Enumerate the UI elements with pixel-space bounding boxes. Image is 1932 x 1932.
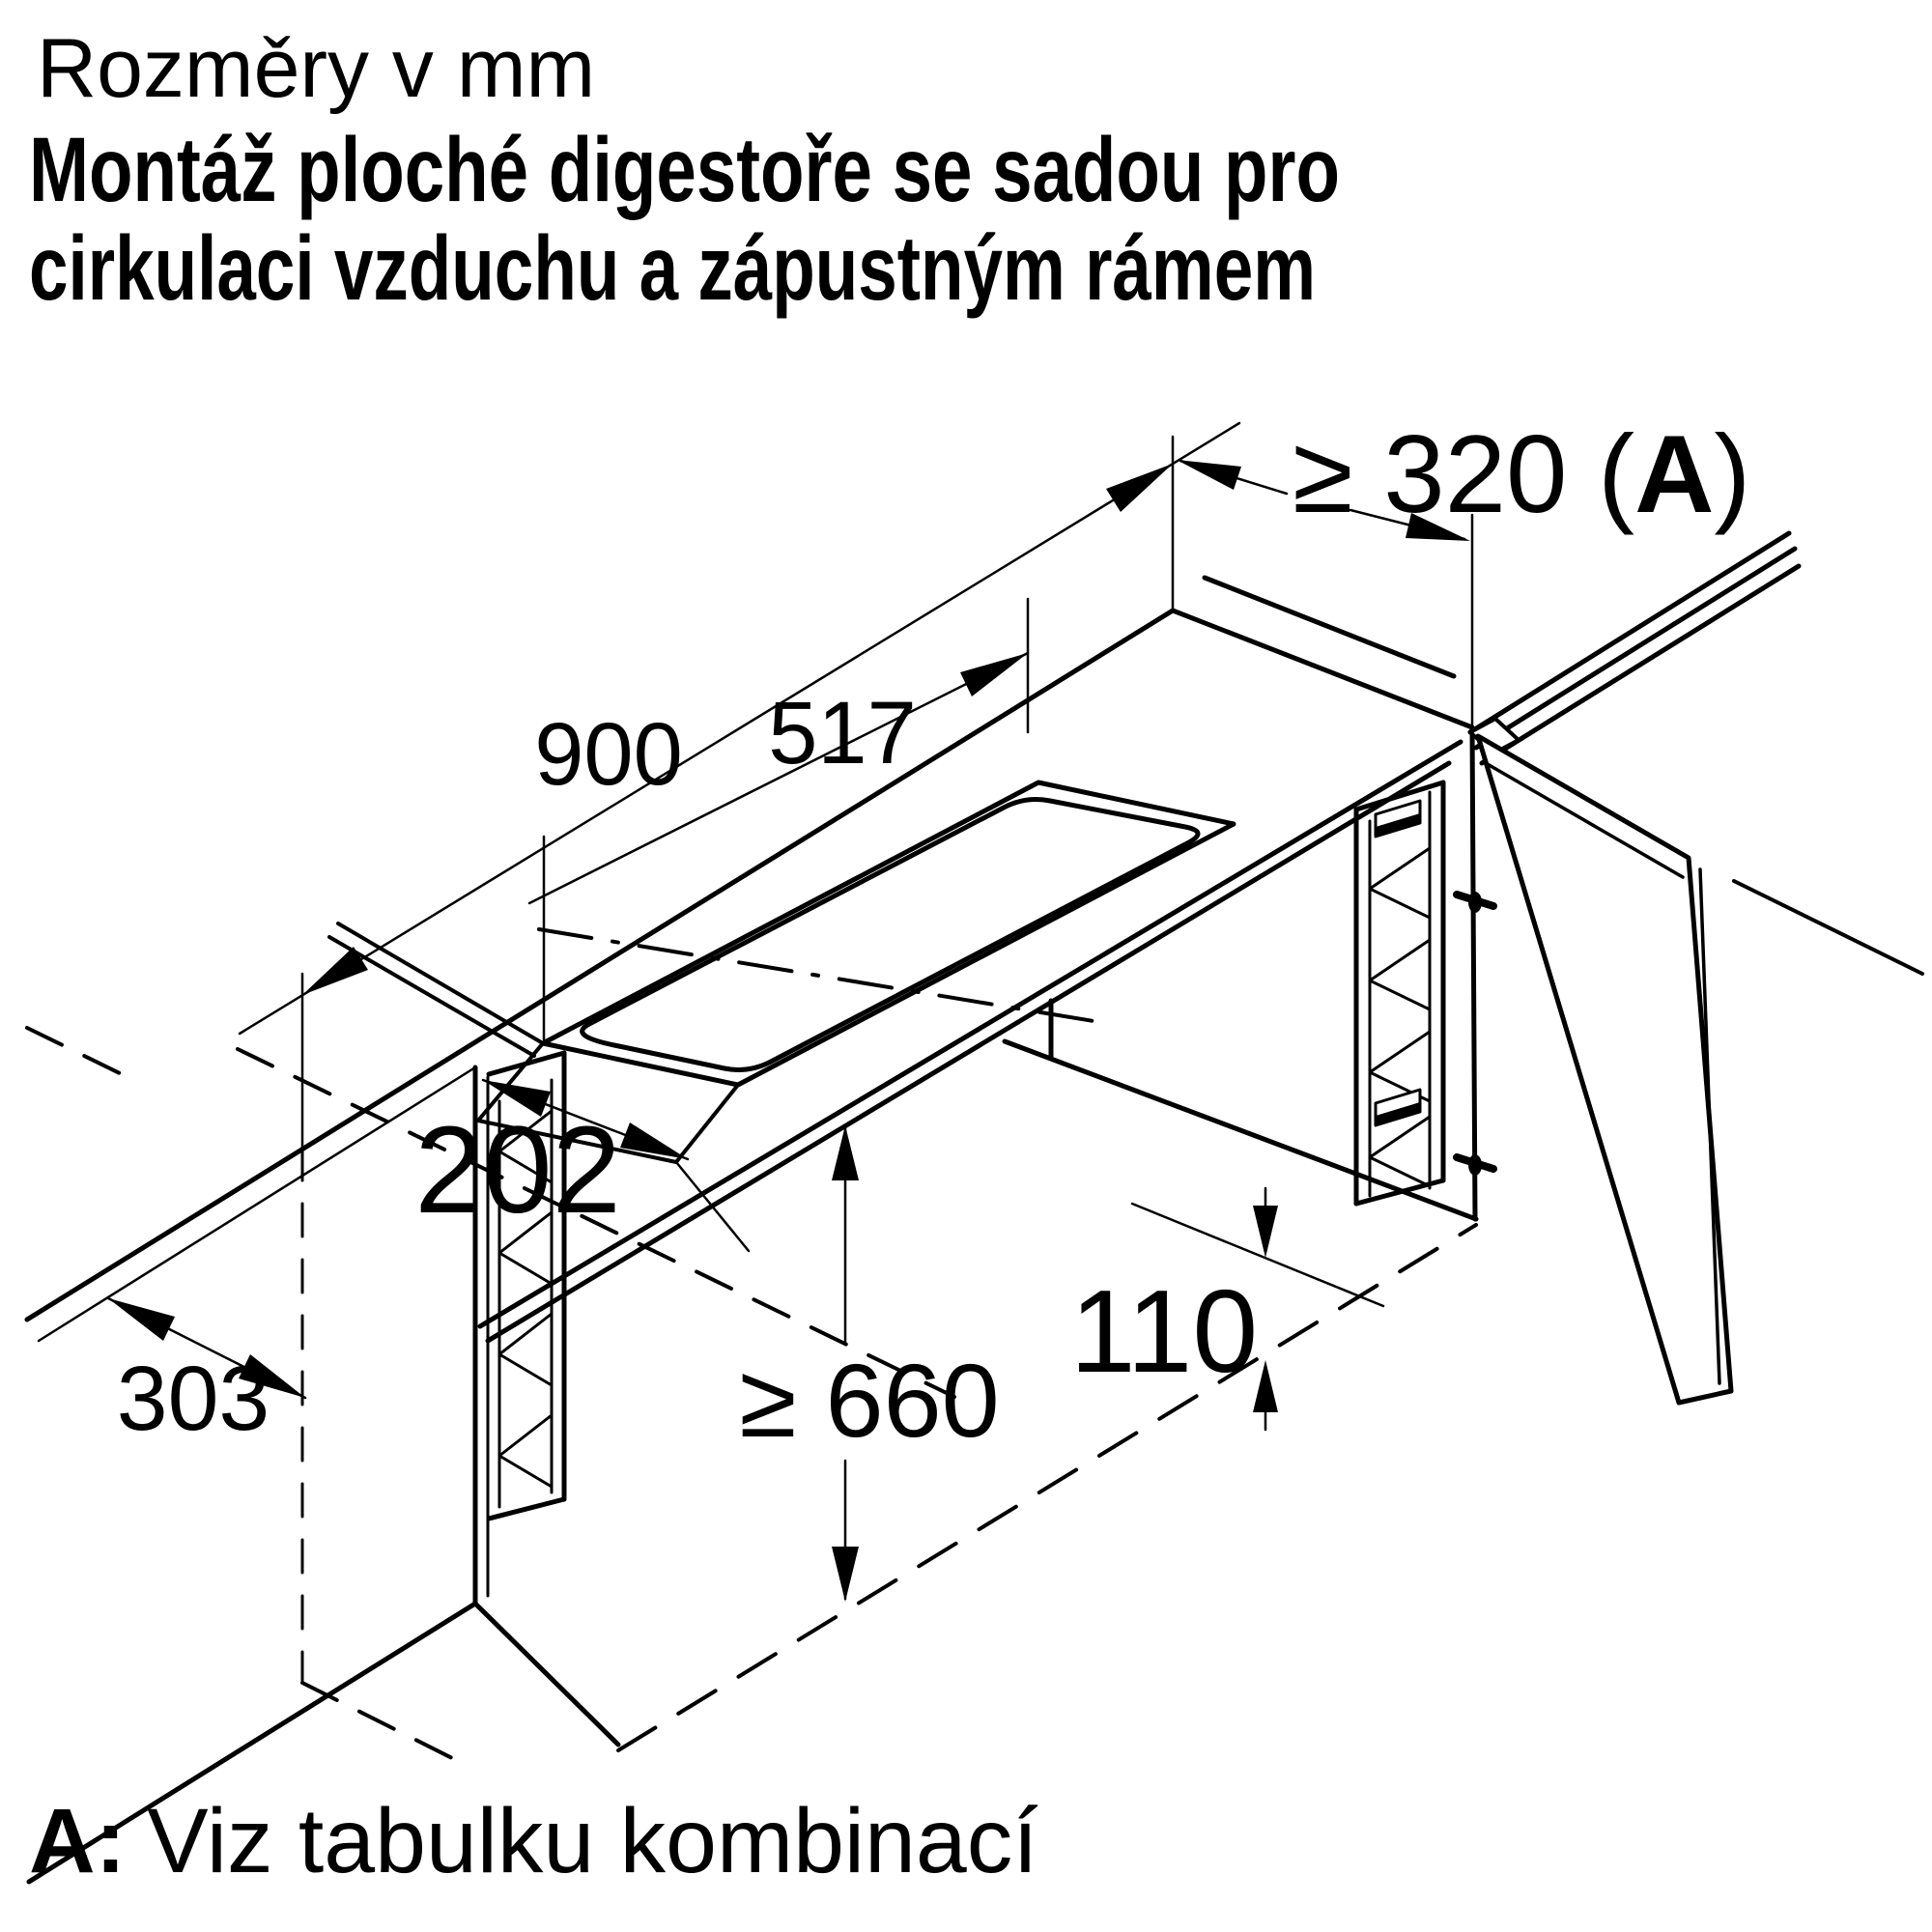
hidden-edge-far-left (27, 1028, 126, 1076)
label-min-side-clearance (1293, 413, 1750, 536)
label-min-distance-hob: ≥ 660 (739, 1342, 1000, 1459)
hidden-bottom-edge (302, 1683, 464, 1764)
cutout-inner-edge-rounded (582, 800, 1198, 1070)
wall-edge-line (1734, 881, 1922, 974)
hood-body-edge-upper (338, 923, 543, 1043)
cabinet-top-back-edge (1205, 578, 1454, 676)
vent-louver-slat (1370, 940, 1430, 1009)
label-320-ref-a: A (1634, 413, 1715, 536)
arrowhead-icon (1177, 460, 1241, 490)
arrowhead-icon (960, 653, 1028, 696)
slab-back-edge-inner-line (39, 1067, 475, 1341)
cabinet-front-right-edge (1472, 727, 1475, 1219)
main-title-line-2: cirkulaci vzduchu a zápustným rámem (29, 217, 1316, 320)
recirculation-vent-right (1356, 782, 1443, 1204)
footnote-text: Viz tabulku kombinací (147, 1790, 1038, 1892)
slab-front-edge (480, 742, 1461, 1326)
arrowhead-icon (1253, 1206, 1278, 1258)
label-320-prefix: ≥ 320 ( (1293, 413, 1635, 536)
label-cutout-depth: 202 (414, 1101, 621, 1239)
subtitle-dimensions-in-mm: Rozměry v mm (37, 22, 596, 115)
vent-louver-slat (1370, 1117, 1430, 1186)
hinge-bottom (1457, 1154, 1493, 1176)
arrowhead-icon (108, 1298, 175, 1341)
vent-top-edge (489, 1053, 564, 1074)
arrowhead-icon (1106, 464, 1173, 512)
label-rear-offset: 303 (116, 1348, 270, 1450)
footnote-ref-label: A: (29, 1790, 127, 1892)
worktop-continuation-line-1 (1470, 533, 1789, 732)
door-front-face (1478, 736, 1731, 1403)
worktop-slab (27, 611, 1461, 1341)
hob-reference-plane-dashed (618, 1225, 1476, 1750)
worktop-continuation-line-3 (1482, 566, 1799, 763)
arrowhead-icon (832, 1547, 859, 1602)
hinge-top (1457, 892, 1493, 913)
slab-front-edge-thickness (488, 763, 1449, 1341)
cabinet-top-front-edge (1173, 611, 1472, 727)
vent-louver-slat (499, 1314, 552, 1385)
label-lower-edge-gap: 110 (1069, 1265, 1259, 1397)
vent-louver-slat (499, 1415, 552, 1487)
hinge-pin-icon (1468, 1154, 1482, 1176)
hood-body-edge-lower (329, 937, 534, 1056)
worktop-continuation-line-2 (1476, 549, 1795, 748)
right-wall-cabinet (1005, 533, 1922, 1219)
title-block (29, 22, 1340, 320)
hinge-pin-icon (1468, 892, 1482, 913)
label-hood-width: 900 (534, 705, 683, 804)
label-cutout-length: 517 (768, 684, 917, 782)
vent-louver-slat (1370, 848, 1430, 918)
main-title-line-1: Montáž ploché digestoře se sadou pro (29, 119, 1340, 221)
cabinet-door (1457, 719, 1731, 1403)
footnote (29, 1790, 1038, 1892)
label-320-suffix: ) (1714, 413, 1751, 536)
panel-bottom-front-edge (475, 1604, 618, 1745)
